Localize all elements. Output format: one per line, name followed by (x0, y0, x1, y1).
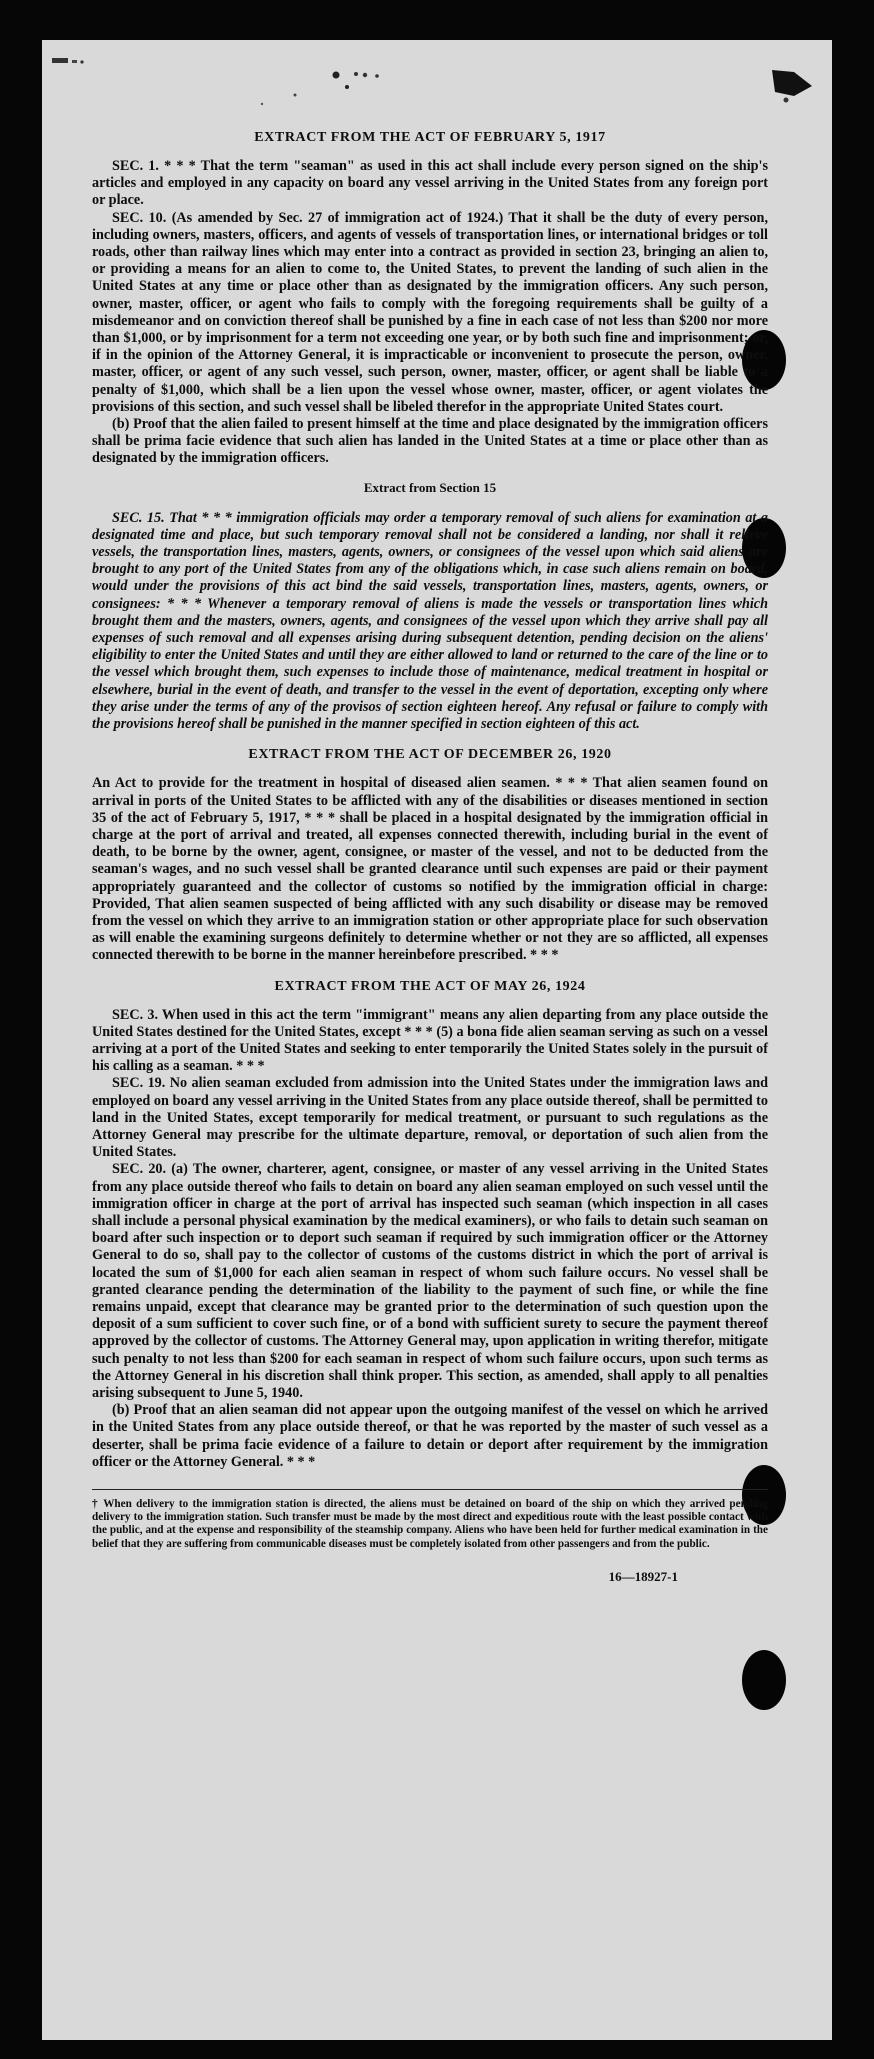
act-1924-heading: EXTRACT FROM THE ACT OF MAY 26, 1924 (274, 978, 586, 994)
act-1920-paragraph: An Act to provide for the treatment in hospital of diseased alien seamen. * * * That alien seamen found on arrival in ports of the United States to be afflicted with any of the disabilities or diseases mentioned in section 35 of the act of February 5, 1917, * * * shall be placed in a hospital designated by the immigration official in charge at the port of arrival and treated, all expenses connected therewith, including burial in the event of death, to be borne by the owner, agent, consignee, or master of the vessel, and not to be deducted from the seaman's wages, and no such vessel shall be granted clearance until such expenses are paid or their payment appropriately guaranteed and the collector of customs so notified by the immigration official in charge: Provided, That alien seamen suspected of being afflicted with any such disability or disease may be removed from the vessel on which they arrive to an immigration station or other appropriate place for such observation as will enable the examining surgeons definitely to determine whether or not they are so afflicted, all expenses connected therewith to be borne in the manner hereinbefore prescribed. * * * (92, 775, 768, 964)
footnote (92, 1489, 768, 1551)
sec-1-paragraph: SEC. 1. * * * That the term "seaman" as used in this act shall include every person signed on the ship's articles and employed in any capacity on board any vessel arriving in the United States from any foreign port or place. (92, 158, 768, 209)
scanned-page (42, 40, 832, 2040)
sec-15-paragraph: SEC. 15. That * * * immigration officials may order a temporary removal of such aliens for examination at a designated time and place, but such temporary removal shall not be considered a landing, nor shall it relieve vessels, the transportation lines, masters, agents, owners, or consignees of the vessel upon which said aliens are brought to any port of the United States from any of the obligations which, in case such aliens remain on board, would under the provisions of this act bind the said vessels, transportation lines, masters, agents, owners, or consignees: * * * Whenever a temporary removal of aliens is made the vessels or transportation lines which brought them and the masters, owners, agents, and consignees of the vessel upon which they arrive shall pay all expenses of such removal and all expenses arising during subsequent detention, pending decision on the aliens' eligibility to enter the United States and until they are either allowed to land or returned to the care of the line or to the vessel which brought them, such expenses to include those of maintenance, medical treatment in hospital or elsewhere, burial in the event of death, and transfer to the vessel in the event of deportation, excepting only where they arise under the terms of any of the provisos of section eighteen hereof. Any refusal or failure to comply with the provisions hereof shall be punished in the manner specified in section eighteen of this act. (92, 509, 768, 733)
act-1917-heading: EXTRACT FROM THE ACT OF FEBRUARY 5, 1917 (254, 130, 606, 145)
form-number: 16—18927-1 (608, 1568, 678, 1584)
sec-10b-paragraph: (b) Proof that the alien failed to present himself at the time and place designated by the immigration officers shall be prima facie evidence that such alien has landed in the United States at a time or place other than as designated by the immigration officers. (92, 416, 768, 467)
sec-10-paragraph: SEC. 10. (As amended by Sec. 27 of immigration act of 1924.) That it shall be the duty of every person, including owners, masters, officers, and agents of vessels of transportation lines, or international bridges or toll roads, other than railway lines which may enter into a contract as provided in section 23, bringing an alien to, or providing a means for an alien to come to, the United States, to prevent the landing of such alien in the United States at any time or place other than as designated by the immigration officers. Any such person, owner, master, officer, or agent who fails to comply with the foregoing requirements shall be guilty of a misdemeanor and on conviction thereof shall be punished by a fine in each case of not less than $200 nor more than $1,000, or by imprisonment for a term not exceeding one year, or by both such fine and imprisonment; or, if in the opinion of the Attorney General, it is impracticable or inconvenient to prosecute the person, owner, master, officer, or agent of any such vessel, such person, owner, master, officer, or agent shall be liable to a penalty of $1,000, which shall be a lien upon the vessel whose owner, master, officer, or agent violates the provisions of this section, and such vessel shall be libeled therefor in the appropriate United States court. (92, 209, 768, 415)
sec-19-paragraph: SEC. 19. No alien seaman excluded from admission into the United States under the immigration laws and employed on board any vessel arriving in the United States from any place outside thereof, shall be permitted to land in the United States, except temporarily for medical treatment, or pursuant to such regulations as the Attorney General may prescribe for the ultimate departure, removal, or deportation of such alien from the United States. (92, 1075, 768, 1161)
act-1920-heading: EXTRACT FROM THE ACT OF DECEMBER 26, 1920 (248, 747, 612, 763)
section-15-heading: Extract from Section 15 (363, 479, 497, 495)
document-body (92, 130, 768, 1585)
sec-3-paragraph: SEC. 3. When used in this act the term "immigrant" means any alien departing from any place outside the United States destined for the United States, except * * * (5) a bona fide alien seaman serving as such on a vessel arriving at a port of the United States and seeking to enter temporarily the United States solely in the pursuit of his calling as a seaman. * * * (92, 1006, 768, 1075)
sec-20b-paragraph: (b) Proof that an alien seaman did not appear upon the outgoing manifest of the vessel on which he arrived in the United States from any place outside thereof, or that he was reported by the master of such vessel as a deserter, shall be prima facie evidence of a failure to detain or deport after requirement by the immigration officer or the Attorney General. * * * (92, 1402, 768, 1470)
footnote-text: † When delivery to the immigration station is directed, the aliens must be detained on board of the ship on which they arrived pending delivery to the immigration station. Such transfer must be made by the most direct and expeditious route with the least possible contact with the public, and at the expense and responsibility of the steamship company. Aliens who have been held for further medical examination in the belief that they are suffering from communicable diseases must be completely isolated from other passengers and from the public. (92, 1498, 768, 1550)
sec-20a-paragraph: SEC. 20. (a) The owner, charterer, agent, consignee, or master of any vessel arriving in the United States from any place outside thereof who fails to detain on board any alien seaman employed on such vessel until the immigration officer in charge at the port of arrival has inspected such seaman (which inspection in all cases shall include a personal physical examination by the medical examiners), or who fails to detain such seaman on board after such inspection or to deport such seaman if required by such immigration officer or the Attorney General to do so, shall pay to the collector of customs of the customs district in which the port of arrival is located the sum of $1,000 for each alien seaman in respect of whom such failure occurs. No vessel shall be granted clearance pending the determination of the liability to the payment of such fine, or while the fine remains unpaid, except that clearance may be granted prior to the determination of such question upon the deposit of a sum sufficient to cover such fine, or of a bond with sufficient surety to secure the payment thereof approved by the collector of customs. The Attorney General may, upon application in writing therefor, mitigate such penalty to not less than $200 for each seaman in respect of whom such failure occurs, upon such terms as the Attorney General in his discretion shall think proper. This section, as amended, shall apply to all penalties arising subsequent to June 5, 1940. (92, 1161, 768, 1401)
punch-hole (742, 1650, 786, 1710)
